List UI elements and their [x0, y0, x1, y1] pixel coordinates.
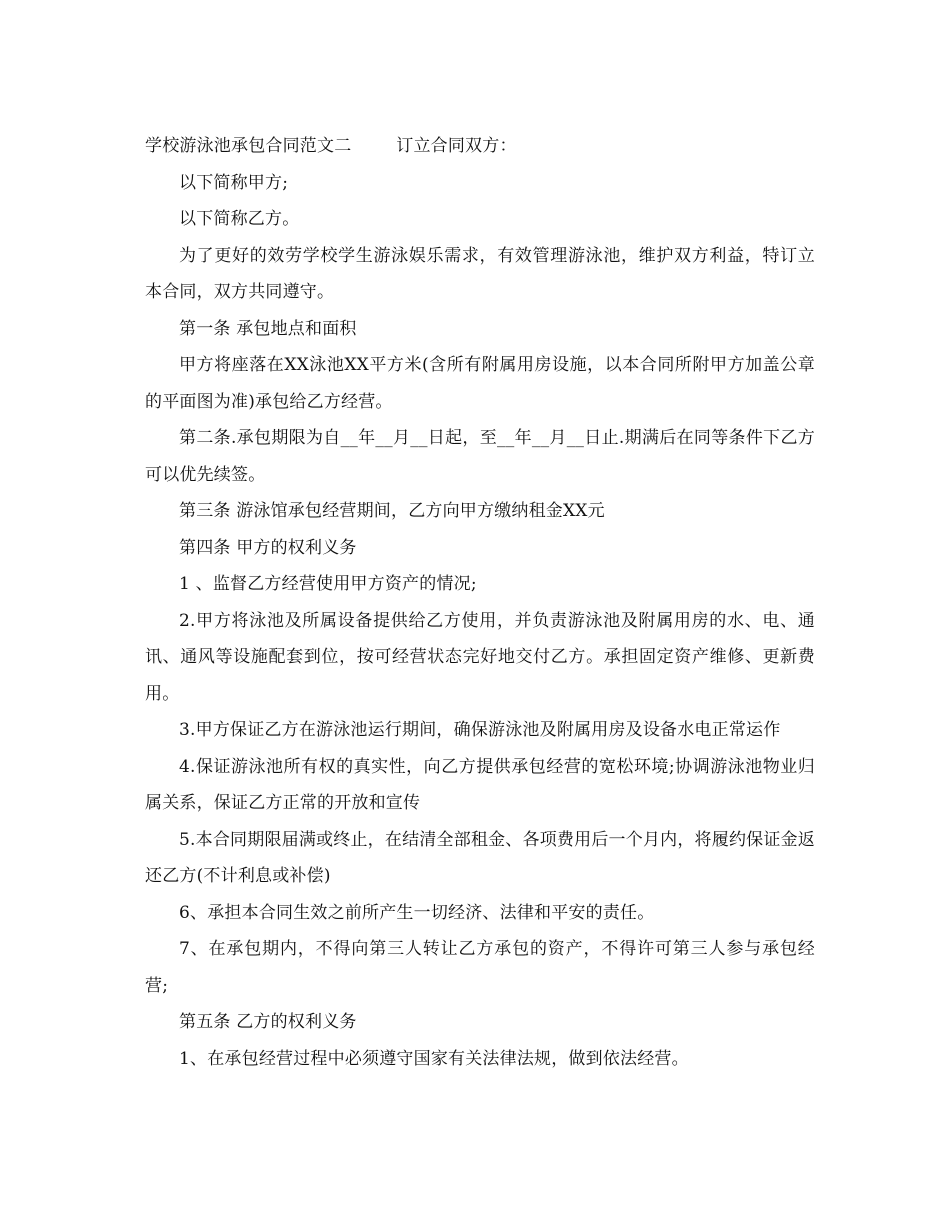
- article-5-heading: 第五条 乙方的权利义务: [179, 1012, 357, 1032]
- document-heading-line: [145, 128, 815, 165]
- article-1-heading: 第一条 承包地点和面积: [179, 318, 357, 339]
- article-3-body: 第三条 游泳馆承包经营期间，乙方向甲方缴纳租金XX元: [179, 501, 605, 521]
- article-4-item-1: 1 、监督乙方经营使用甲方资产的情况;: [179, 574, 477, 594]
- article-4-item-7: 7、在承包期内，不得向第三人转让乙方承包的资产，不得许可第三人参与承包经营;: [145, 939, 815, 996]
- article-2-body: 第二条.承包期限为自__年__月__日起，至__年__月__日止.期满后在同等条件下乙方可以优先续签。: [145, 428, 815, 485]
- article-4-item-3: 3.甲方保证乙方在游泳池运行期间，确保游泳池及附属用房及设备水电正常运作: [179, 720, 781, 740]
- article-4-item-2: 2.甲方将泳池及所属设备提供给乙方使用，并负责游泳池及附属用房的水、电、通讯、通风等设施配套到位，按可经营状态完好地交付乙方。承担固定资产维修、更新费用。: [145, 610, 815, 704]
- article-4-item-6: 6、承担本合同生效之前所产生一切经济、法律和平安的责任。: [179, 902, 655, 923]
- article-4-heading: 第四条 甲方的权利义务: [179, 537, 357, 558]
- article-5-item-1: 1、在承包经营过程中必须遵守国家有关法律法规，做到依法经营。: [179, 1048, 689, 1069]
- contract-parties-label: 订立合同双方：: [396, 136, 517, 156]
- paragraph-party-a: 以下简称甲方;: [179, 172, 289, 193]
- paragraph-purpose: 为了更好的效劳学校学生游泳娱乐需求，有效管理游泳池，维护双方利益，特订立本合同，双方共同遵守。: [145, 245, 815, 302]
- article-4-item-4: 4.保证游泳池所有权的真实性，向乙方提供承包经营的宽松环境;协调游泳池物业归属关系，保证乙方正常的开放和宣传: [145, 756, 815, 813]
- document-title: 学校游泳池承包合同范文二: [145, 136, 352, 156]
- document-body: [145, 128, 815, 1077]
- paragraph-party-b: 以下简称乙方。: [179, 209, 300, 229]
- article-1-body: 甲方将座落在XX泳池XX平方米(含所有附属用房设施，以本合同所附甲方加盖公章的平面图为准)承包给乙方经营。: [145, 355, 815, 412]
- article-4-item-5: 5.本合同期限届满或终止，在结清全部租金、各项费用后一个月内，将履约保证金返还乙方(不计利息或补偿): [145, 829, 815, 886]
